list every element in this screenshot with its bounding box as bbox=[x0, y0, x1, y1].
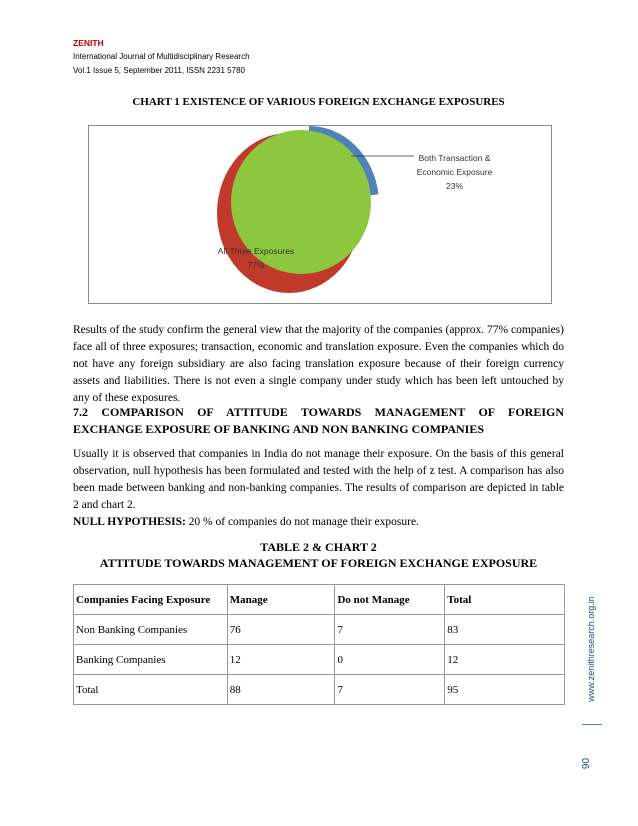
null-hypothesis bbox=[73, 516, 564, 528]
pie-chart bbox=[88, 125, 552, 304]
table-header-cell: Do not Manage bbox=[335, 585, 445, 615]
table-row bbox=[74, 645, 565, 675]
slice-label-all-three bbox=[206, 244, 306, 272]
table-cell: 12 bbox=[445, 645, 565, 675]
table-header-cell: Manage bbox=[227, 585, 335, 615]
table-header-cell: Total bbox=[445, 585, 565, 615]
slice-label-line1: All Three Exposures bbox=[217, 246, 295, 256]
table-cell: 83 bbox=[445, 615, 565, 645]
table-row bbox=[74, 615, 565, 645]
observation-paragraph: Usually it is observed that companies in India do not manage their exposure. On the basis of this general observation, null hypothesis has been formulated and tested with the help of z test. A comparison has also been made between banking and non-banking companies. The results of comparison are depicted in table 2 and chart 2. bbox=[73, 448, 564, 511]
slice-value-both: 23% bbox=[445, 181, 463, 191]
slice-value-all-three: 77% bbox=[247, 260, 265, 270]
section-heading: 7.2 COMPARISON OF ATTITUDE TOWARDS MANAGEMENT OF FOREIGN EXCHANGE EXPOSURE OF BANKING AND NON BANKING COMPANIES bbox=[73, 405, 564, 436]
side-divider bbox=[582, 724, 602, 725]
attitude-table bbox=[73, 584, 565, 705]
table-title: TABLE 2 & CHART 2 bbox=[260, 540, 377, 554]
page-number-text: 90 bbox=[581, 757, 593, 770]
table-cell: 7 bbox=[335, 615, 445, 645]
journal-subtitle: International Journal of Multidisciplinary Research bbox=[73, 52, 250, 61]
side-url bbox=[585, 580, 597, 720]
table-cell: Total bbox=[74, 675, 228, 705]
null-hypothesis-label: NULL HYPOTHESIS: bbox=[73, 516, 186, 528]
slice-label-both-exposures bbox=[402, 151, 507, 193]
table-cell: 0 bbox=[335, 645, 445, 675]
table-cell: Banking Companies bbox=[74, 645, 228, 675]
side-url-text: www.zenithresearch.org.in bbox=[586, 596, 596, 702]
table-header-row bbox=[74, 585, 565, 615]
table-cell: 7 bbox=[335, 675, 445, 705]
journal-name: ZENITH bbox=[73, 38, 104, 48]
table-cell: 76 bbox=[227, 615, 335, 645]
results-paragraph: Results of the study confirm the general view that the majority of the companies (approx. 77% companies) face all of three exposures; transaction, economic and translation exposure. Even the companies which do not have any foreign subsidiary are also facing translation exposure because of their foreign currency assets and liabilities. There is not even a single company under study which has been left untouched by any of these exposures. bbox=[73, 324, 564, 404]
table-cell: Non Banking Companies bbox=[74, 615, 228, 645]
table-cell: 95 bbox=[445, 675, 565, 705]
journal-issue: Vol.1 Issue 5, September 2011, ISSN 2231 5780 bbox=[73, 66, 245, 75]
table-subtitle: ATTITUDE TOWARDS MANAGEMENT OF FOREIGN EXCHANGE EXPOSURE bbox=[99, 556, 538, 570]
table-header-cell: Companies Facing Exposure bbox=[74, 585, 228, 615]
slice-label-line2: Economic Exposure bbox=[416, 167, 493, 177]
table-cell: 88 bbox=[227, 675, 335, 705]
chart-title: CHART 1 EXISTENCE OF VARIOUS FOREIGN EXCHANGE EXPOSURES bbox=[132, 96, 505, 108]
slice-label-line1: Both Transaction & bbox=[418, 153, 491, 163]
table-cell: 12 bbox=[227, 645, 335, 675]
page-number bbox=[581, 756, 598, 776]
null-hypothesis-text: 20 % of companies do not manage their exposure. bbox=[185, 516, 419, 528]
table-row bbox=[74, 675, 565, 705]
